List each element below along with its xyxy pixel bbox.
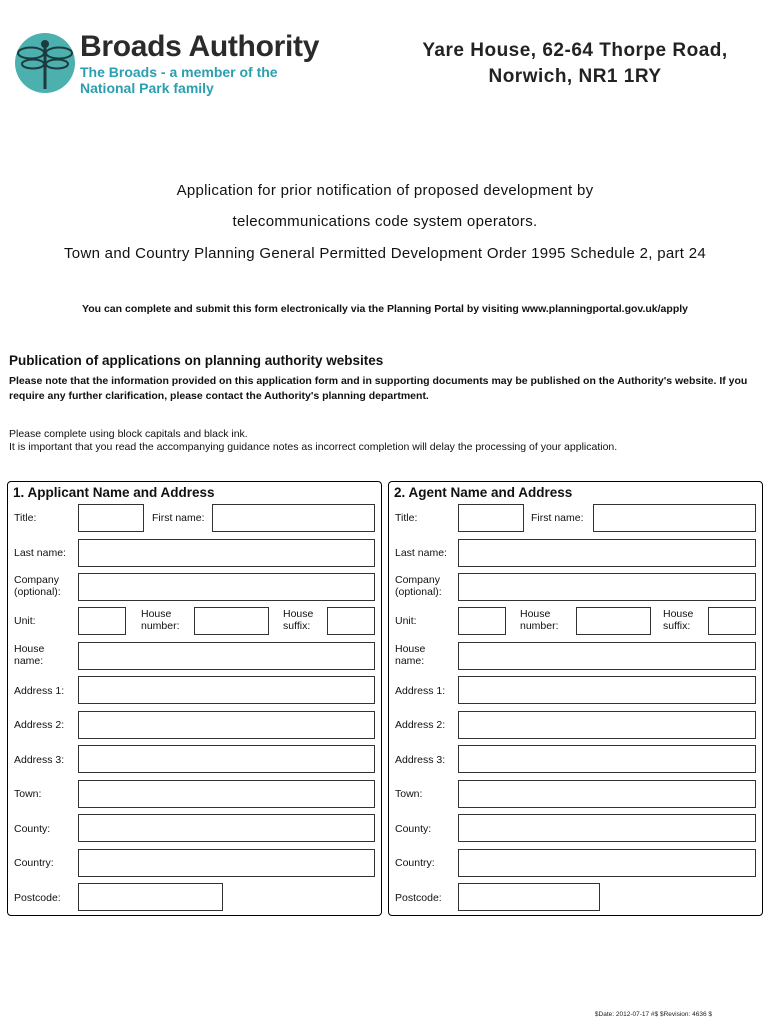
country-label: Country:: [395, 857, 435, 869]
applicant-heading: 1. Applicant Name and Address: [13, 485, 215, 500]
company-label: Company (optional):: [14, 574, 61, 598]
agent-county-input[interactable]: [458, 814, 756, 842]
applicant-address1-input[interactable]: [78, 676, 375, 704]
agent-town-input[interactable]: [458, 780, 756, 808]
org-name: Broads Authority: [80, 30, 320, 63]
applicant-postcode-input[interactable]: [78, 883, 223, 911]
revision-footer: $Date: 2012-07-17 #$ $Revision: 4636 $: [594, 1011, 712, 1018]
publication-text: Please note that the information provided on this application form and in supporting documents may be published on the Authority's website. If you require any further clarification, please contact the Authority's planning department.: [9, 375, 748, 402]
agent-last-name-input[interactable]: [458, 539, 756, 567]
applicant-house-name-input[interactable]: [78, 642, 375, 670]
title-label: Title:: [395, 512, 418, 524]
house-suffix-label: House suffix:: [283, 608, 314, 632]
first-name-label: First name:: [531, 512, 584, 524]
address3-label: Address 3:: [14, 754, 65, 766]
agent-house-name-input[interactable]: [458, 642, 756, 670]
applicant-unit-input[interactable]: [78, 607, 126, 635]
applicant-house-suffix-input[interactable]: [327, 607, 375, 635]
address1-label: Address 1:: [395, 685, 446, 697]
tagline-line2: National Park family: [80, 80, 214, 96]
applicant-county-input[interactable]: [78, 814, 375, 842]
first-name-label: First name:: [152, 512, 205, 524]
last-name-label: Last name:: [14, 547, 66, 559]
form-title-line3: Town and Country Planning General Permitted Development Order 1995 Schedule 2, part 24: [64, 245, 706, 262]
address3-label: Address 3:: [395, 754, 446, 766]
agent-section: [388, 481, 763, 916]
county-label: County:: [395, 823, 432, 835]
broads-authority-logo: [15, 33, 75, 93]
agent-house-number-input[interactable]: [576, 607, 651, 635]
portal-notice: You can complete and submit this form electronically via the Planning Portal by visiting www.planningportal.gov.uk/apply: [82, 303, 688, 315]
address2-label: Address 2:: [395, 719, 446, 731]
address-line2: Norwich, NR1 1RY: [488, 66, 662, 87]
postcode-label: Postcode:: [14, 892, 61, 904]
last-name-label: Last name:: [395, 547, 447, 559]
applicant-house-number-input[interactable]: [194, 607, 269, 635]
agent-company-input[interactable]: [458, 573, 756, 601]
country-label: Country:: [14, 857, 54, 869]
unit-label: Unit:: [14, 615, 36, 627]
agent-house-suffix-input[interactable]: [708, 607, 756, 635]
dragonfly-icon: [15, 33, 75, 93]
agent-address2-input[interactable]: [458, 711, 756, 739]
agent-address1-input[interactable]: [458, 676, 756, 704]
address2-label: Address 2:: [14, 719, 65, 731]
applicant-town-input[interactable]: [78, 780, 375, 808]
publication-heading: Publication of applications on planning authority websites: [9, 353, 384, 368]
instructions-line2: It is important that you read the accompanying guidance notes as incorrect completion will delay the processing of your application.: [9, 441, 618, 453]
form-title-line1: Application for prior notification of proposed development by: [176, 182, 594, 199]
house-name-label: House name:: [14, 643, 45, 667]
town-label: Town:: [14, 788, 42, 800]
instructions-line1: Please complete using block capitals and black ink.: [9, 428, 248, 440]
applicant-section: [7, 481, 382, 916]
applicant-title-input[interactable]: [78, 504, 144, 532]
agent-address3-input[interactable]: [458, 745, 756, 773]
unit-label: Unit:: [395, 615, 417, 627]
applicant-country-input[interactable]: [78, 849, 375, 877]
agent-heading: 2. Agent Name and Address: [394, 485, 573, 500]
applicant-company-input[interactable]: [78, 573, 375, 601]
company-label: Company (optional):: [395, 574, 442, 598]
instructions: [9, 428, 617, 454]
house-name-label: House name:: [395, 643, 426, 667]
town-label: Town:: [395, 788, 423, 800]
address-line1: Yare House, 62-64 Thorpe Road,: [422, 40, 728, 61]
postcode-label: Postcode:: [395, 892, 442, 904]
agent-country-input[interactable]: [458, 849, 756, 877]
agent-title-input[interactable]: [458, 504, 524, 532]
agent-first-name-input[interactable]: [593, 504, 756, 532]
address1-label: Address 1:: [14, 685, 65, 697]
applicant-address2-input[interactable]: [78, 711, 375, 739]
title-label: Title:: [14, 512, 37, 524]
tagline-line1: The Broads - a member of the: [80, 64, 278, 80]
form-title-line2: telecommunications code system operators.: [232, 213, 538, 230]
applicant-address3-input[interactable]: [78, 745, 375, 773]
applicant-first-name-input[interactable]: [212, 504, 375, 532]
house-suffix-label: House suffix:: [663, 608, 694, 632]
agent-postcode-input[interactable]: [458, 883, 600, 911]
house-number-label: House number:: [141, 608, 180, 632]
house-number-label: House number:: [520, 608, 559, 632]
applicant-last-name-input[interactable]: [78, 539, 375, 567]
agent-unit-input[interactable]: [458, 607, 506, 635]
county-label: County:: [14, 823, 51, 835]
